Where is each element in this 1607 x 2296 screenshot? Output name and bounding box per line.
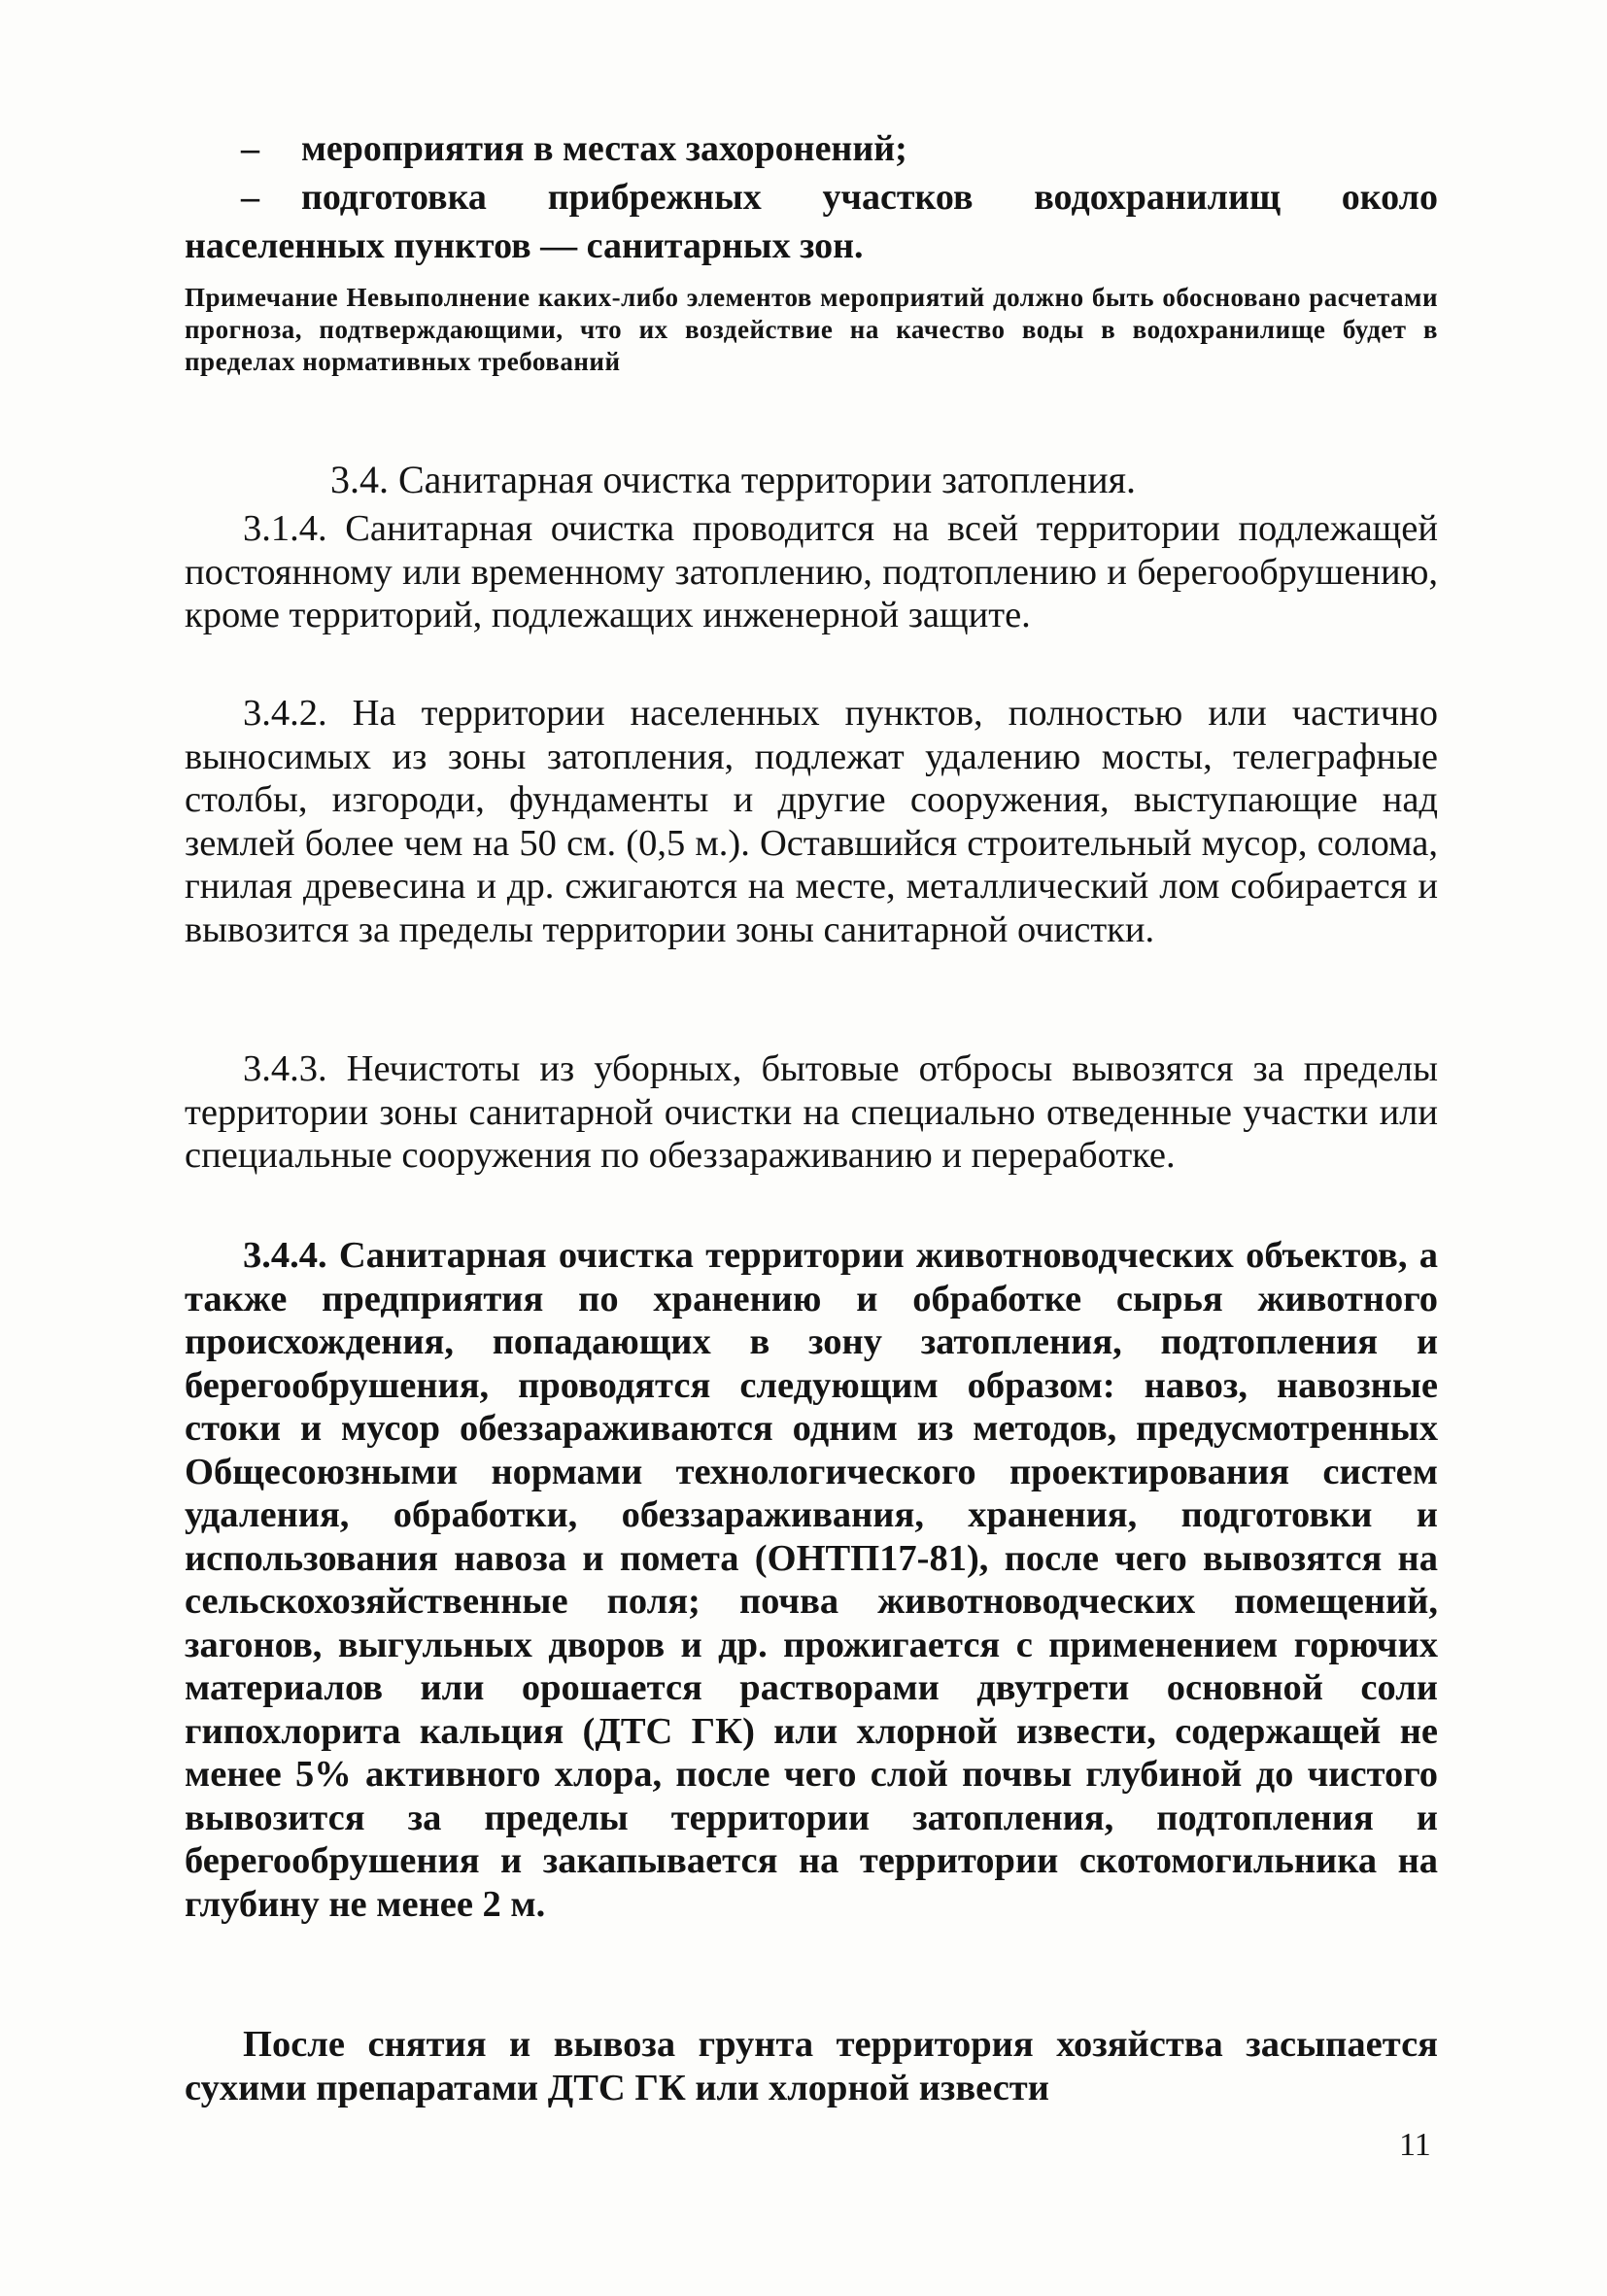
paragraph-3-4-2: 3.4.2. На территории населенных пунктов, полностью или частично выносимых из зоны затопления, подлежат удалению мосты, телеграфные столбы, изгороди, фундаменты и другие сооружения, выступающие над землей более чем на 50 см. (0,5 м.). Оставшийся строительный мусор, солома, гнилая древесина и др. сжигаются на месте, металлический лом собирается и вывозится за пределы территории зоны санитарной очистки. xyxy=(185,693,1438,950)
list-item-text: подготовка прибрежных участков водохранилищ около населенных пунктов — санитарных зон. xyxy=(185,177,1438,266)
paragraph-soil-removal: После снятия и вывоза грунта территория хозяйства засыпается сухими препаратами ДТС ГК или хлорной извести xyxy=(185,2024,1438,2108)
section-heading: 3.4. Санитарная очистка территории затопления. xyxy=(330,458,1137,501)
page-number: 11 xyxy=(1399,2127,1431,2163)
list-dash: – xyxy=(241,128,259,169)
paragraph-3-1-4: 3.1.4. Санитарная очистка проводится на всей территории подлежащей постоянному или временному затоплению, подтоплению и берегообрушению, кроме территорий, подлежащих инженерной защите. xyxy=(185,508,1438,635)
note-paragraph xyxy=(185,282,1438,378)
list-item-text: мероприятия в местах захоронений; xyxy=(301,128,907,169)
list-item-shore-preparation xyxy=(185,173,1438,270)
list-dash: – xyxy=(241,177,259,218)
list-item-burial-measures xyxy=(185,124,1438,173)
paragraph-3-4-4: 3.4.4. Санитарная очистка территории животноводческих объектов, а также предприятия по хранению и обработке сырья животного происхождения, попадающих в зону затопления, подтопления и берегообрушения, проводятся следующим образом: навоз, навозные стоки и мусор обеззараживаются одним из методов, предусмотренных Общесоюзными нормами технологического проектирования систем удаления, обработки, обеззараживания, хранения, подготовки и использования навоза и помета (ОНТП17-81), после чего вывозятся на сельскохозяйственные поля; почва животноводческих помещений, загонов, выгульных дворов и др. прожигается с применением горючих материалов или орошается растворами двутрети основной соли гипохлорита кальция (ДТС ГК) или хлорной извести, содержащей не менее 5% активного хлора, после чего слой почвы глубиной до чистого вывозится за пределы территории затопления, подтопления и берегообрушения и закапывается на территории скотомогильника на глубину не менее 2 м. xyxy=(185,1235,1438,1925)
note-label: Примечание xyxy=(185,283,339,312)
paragraph-3-4-3: 3.4.3. Нечистоты из уборных, бытовые отбросы вывозятся за пределы территории зоны санитарной очистки на специально отведенные участки или специальные сооружения по обеззараживанию и переработке. xyxy=(185,1048,1438,1176)
note-text: Невыполнение каких-либо элементов мероприятий должно быть обосновано расчетами прогноза, подтверждающими, что их воздействие на качество воды в водохранилище будет в пределах нормативных требований xyxy=(185,283,1439,376)
